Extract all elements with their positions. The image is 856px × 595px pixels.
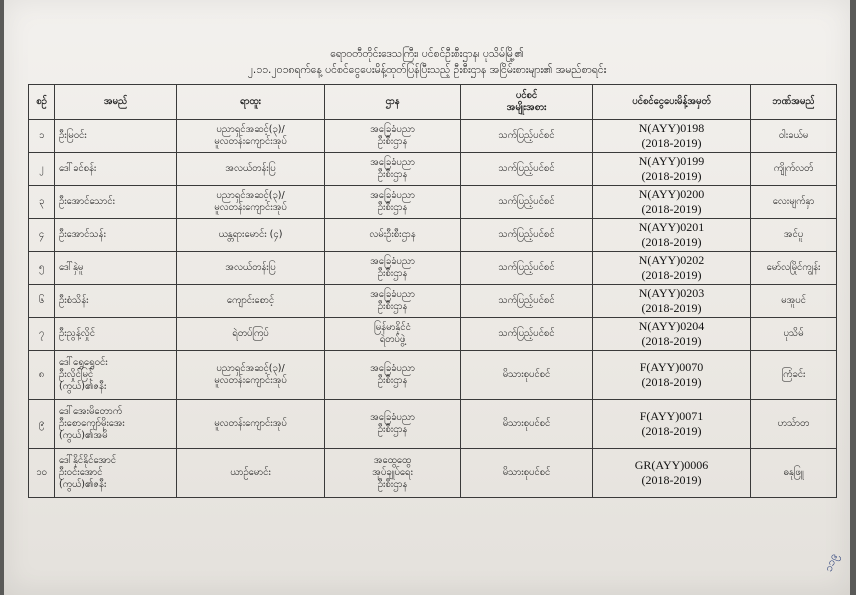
- row-rank: ပညာရှင်အဆင့်(၃)/ မူလတန်းကျောင်းအုပ်: [177, 186, 325, 219]
- row-permit-number: F(AYY)0071 (2018-2019): [593, 400, 751, 449]
- table-row: [29, 186, 837, 219]
- row-name: ဒေါ်နှဲမူ: [55, 252, 177, 285]
- row-name: ဒေါ်အေးမိတောက် ဦးစောကျော်မိုးအေး (ကွယ်)၏အမိ: [55, 400, 177, 449]
- row-pension-type: မိသားစုပင်စင်: [461, 351, 593, 400]
- column-header-permit-no: ပင်စင်ငွေပေးမိန့်အမှတ်: [593, 85, 751, 120]
- document-page: [4, 0, 850, 595]
- header-line-1: ရောဝတီတိုင်းဒေသကြီး၊ ပင်စင်ဦးစီးဌာန၊ ပုသိမ်မြို့၏: [330, 48, 524, 60]
- table-row: [29, 252, 837, 285]
- row-bank: လေးမျက်နှာ: [751, 186, 837, 219]
- handwritten-page-mark: ၁၁၉: [822, 551, 841, 574]
- column-header-name: အမည်: [55, 85, 177, 120]
- row-number: ၃: [29, 186, 55, 219]
- row-bank: ဝါးခယ်မ: [751, 120, 837, 153]
- row-number: ၁: [29, 120, 55, 153]
- column-header-rank: ရာထူး: [177, 85, 325, 120]
- row-permit-number: N(AYY)0202 (2018-2019): [593, 252, 751, 285]
- row-pension-type: သက်ပြည့်ပင်စင်: [461, 219, 593, 252]
- column-header-bank: ဘဏ်အမည်: [751, 85, 837, 120]
- row-rank: အလယ်တန်းပြ: [177, 153, 325, 186]
- row-name: ဒေါ်ခင်စန်း: [55, 153, 177, 186]
- table-row: [29, 285, 837, 318]
- row-bank: မအူပင်: [751, 285, 837, 318]
- row-pension-type: သက်ပြည့်ပင်စင်: [461, 120, 593, 153]
- row-department: အခြေခံပညာ ဦးစီးဌာန: [325, 186, 461, 219]
- row-name: ဒေါ်ရွှေရွှေဝင်း ဦးလှိုင်မြင့် (ကွယ်)၏ဇနီး: [55, 351, 177, 400]
- row-number: ၁၀: [29, 449, 55, 498]
- row-rank: ယန္တရားမောင်း (၄): [177, 219, 325, 252]
- row-number: ၈: [29, 351, 55, 400]
- row-name: ဦးအောင်သန်း: [55, 219, 177, 252]
- row-department: အခြေခံပညာ ဦးစီးဌာန: [325, 252, 461, 285]
- table-row: [29, 153, 837, 186]
- row-bank: ဓနုဖြူ: [751, 449, 837, 498]
- row-permit-number: GR(AYY)0006 (2018-2019): [593, 449, 751, 498]
- row-department: လမ်းဦးစီးဌာန: [325, 219, 461, 252]
- row-department: အထွေထွေ အုပ်ချုပ်ရေး ဦးစီးဌာန: [325, 449, 461, 498]
- pension-list-table: [28, 84, 837, 498]
- row-number: ၉: [29, 400, 55, 449]
- row-name: ဦးမြဝင်း: [55, 120, 177, 153]
- table-header-row: [29, 85, 837, 120]
- row-pension-type: မိသားစုပင်စင်: [461, 449, 593, 498]
- row-bank: မော်လမြိုင်ကျွန်း: [751, 252, 837, 285]
- row-department: အခြေခံပညာ ဦးစီးဌာန: [325, 400, 461, 449]
- row-pension-type: သက်ပြည့်ပင်စင်: [461, 318, 593, 351]
- table-row: [29, 120, 837, 153]
- row-rank: အလယ်တန်းပြ: [177, 252, 325, 285]
- table-row: [29, 400, 837, 449]
- column-header-no: စဉ်: [29, 85, 55, 120]
- table-row: [29, 318, 837, 351]
- row-permit-number: N(AYY)0200 (2018-2019): [593, 186, 751, 219]
- row-rank: ရဲတပ်ကြပ်: [177, 318, 325, 351]
- row-rank: ကျောင်းစောင့်: [177, 285, 325, 318]
- row-pension-type: သက်ပြည့်ပင်စင်: [461, 186, 593, 219]
- column-header-pension-type: ပင်စင် အမျိုးအစား: [461, 85, 593, 120]
- row-name: ဦးစံသိန်း: [55, 285, 177, 318]
- row-permit-number: F(AYY)0070 (2018-2019): [593, 351, 751, 400]
- row-bank: ပုသိမ်: [751, 318, 837, 351]
- row-number: ၅: [29, 252, 55, 285]
- row-department: အခြေခံပညာ ဦးစီးဌာန: [325, 120, 461, 153]
- row-rank: မူလတန်းကျောင်းအုပ်: [177, 400, 325, 449]
- row-bank: အင်ပူ: [751, 219, 837, 252]
- row-permit-number: N(AYY)0201 (2018-2019): [593, 219, 751, 252]
- row-department: အခြေခံပညာ ဦးစီးဌာန: [325, 285, 461, 318]
- row-permit-number: N(AYY)0203 (2018-2019): [593, 285, 751, 318]
- row-name: ဒေါ်နိုင်နိုင်အောင် ဦးဝင်းအောင် (ကွယ်)၏ဇနီး: [55, 449, 177, 498]
- row-pension-type: သက်ပြည့်ပင်စင်: [461, 153, 593, 186]
- row-bank: ကြံခင်း: [751, 351, 837, 400]
- row-permit-number: N(AYY)0198 (2018-2019): [593, 120, 751, 153]
- table-row: [29, 351, 837, 400]
- row-rank: ပညာရှင်အဆင့်(၃)/ မူလတန်းကျောင်းအုပ်: [177, 351, 325, 400]
- row-number: ၆: [29, 285, 55, 318]
- row-rank: ပညာရှင်အဆင့်(၃)/ မူလတန်းကျောင်းအုပ်: [177, 120, 325, 153]
- row-department: အခြေခံပညာ ဦးစီးဌာန: [325, 153, 461, 186]
- document-header: [4, 46, 850, 78]
- row-number: ၇: [29, 318, 55, 351]
- row-bank: ဟသ်ာတ: [751, 400, 837, 449]
- header-line-2: ၂.၁၁.၂၀၁၈ရက်နေ့ ပင်စင်ငွေပေးမိန့်ထုတ်ပြန်ပြီးသည့် ဦးစီးဌာန အငြိမ်းစားများ၏ အမည်စာရင်း: [247, 64, 607, 76]
- row-pension-type: သက်ပြည့်ပင်စင်: [461, 285, 593, 318]
- row-permit-number: N(AYY)0204 (2018-2019): [593, 318, 751, 351]
- row-department: အခြေခံပညာ ဦးစီးဌာန: [325, 351, 461, 400]
- row-number: ၄: [29, 219, 55, 252]
- row-number: ၂: [29, 153, 55, 186]
- row-pension-type: သက်ပြည့်ပင်စင်: [461, 252, 593, 285]
- row-permit-number: N(AYY)0199 (2018-2019): [593, 153, 751, 186]
- row-name: ဦးညွန့်လှိုင်: [55, 318, 177, 351]
- table-row: [29, 449, 837, 498]
- table-row: [29, 219, 837, 252]
- row-rank: ယာဉ်မောင်း: [177, 449, 325, 498]
- column-header-department: ဌာန: [325, 85, 461, 120]
- row-name: ဦးအောင်သောင်း: [55, 186, 177, 219]
- row-department: မြန်မာနိုင်ငံ ရဲတပ်ဖွဲ့: [325, 318, 461, 351]
- row-pension-type: မိသားစုပင်စင်: [461, 400, 593, 449]
- row-bank: ကျိုက်လတ်: [751, 153, 837, 186]
